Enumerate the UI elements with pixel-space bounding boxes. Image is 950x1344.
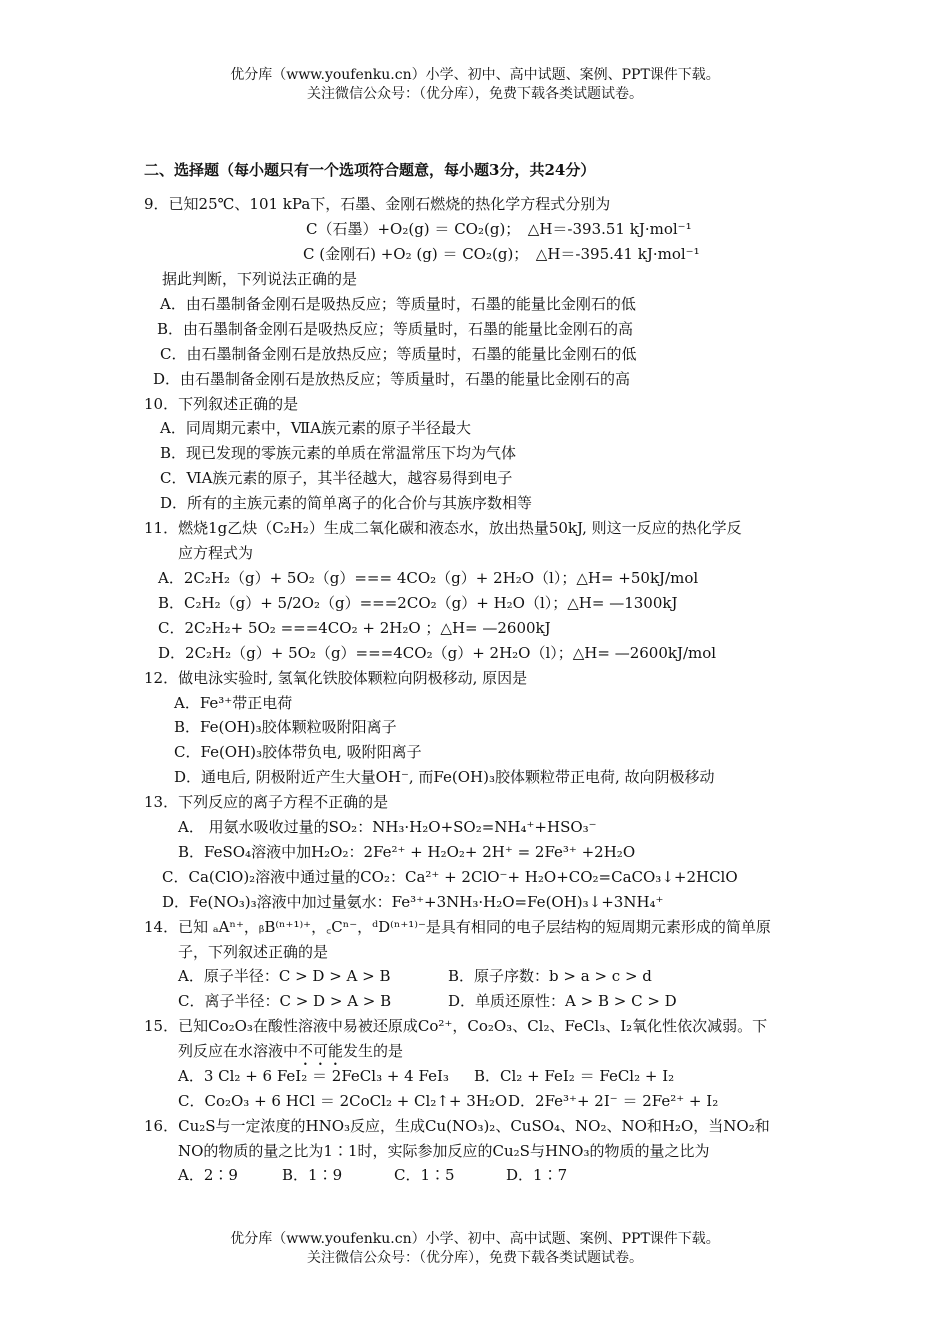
q9-lead: 据此判断，下列说法正确的是: [162, 270, 358, 288]
page-footer: [0, 1230, 950, 1268]
q15-stem-pre: 列反应在水溶液中: [178, 1042, 299, 1060]
section-title: 二、选择题（每小题只有一个选项符合题意，每小题3分，共24分）: [144, 161, 596, 179]
q9-equation-graphite: C（石墨）+O₂(g) ＝ CO₂(g)； △H＝-393.51 kJ·mol⁻¹: [306, 220, 692, 238]
q9-option-d: D．由石墨制备金刚石是放热反应；等质量时，石墨的能量比金刚石的高: [153, 370, 631, 388]
q15-option-c: C．Co₂O₃ + 6 HCl ＝ 2CoCl₂ + Cl₂↑+ 3H₂O: [178, 1092, 508, 1110]
q9-stem: 9．已知25℃、101 kPa下，石墨、金刚石燃烧的热化学方程式分别为: [144, 195, 611, 213]
q14-option-a: A．原子半径：C > D > A > B: [178, 967, 391, 985]
q9-option-c: C．由石墨制备金刚石是放热反应；等质量时，石墨的能量比金刚石的低: [160, 345, 637, 363]
q14-stem-line-2: 子，下列叙述正确的是: [178, 943, 329, 961]
q12-stem: 12．做电泳实验时, 氢氧化铁胶体颗粒向阴极移动, 原因是: [144, 669, 528, 687]
q10-stem: 10．下列叙述正确的是: [144, 395, 299, 413]
q15-option-b: B．Cl₂ + FeI₂ ＝ FeCl₂ + I₂: [474, 1067, 675, 1085]
q15-stem-emphasis: 不可能: [298, 1042, 344, 1060]
q12-option-d: D．通电后, 阴极附近产生大量OH⁻, 而Fe(OH)₃胶体颗粒带正电荷, 故向阴极移动: [174, 768, 715, 786]
q10-option-d: D．所有的主族元素的简单离子的化合价与其族序数相等: [160, 494, 533, 512]
q10-option-c: C．ⅥA族元素的原子，其半径越大，越容易得到电子: [160, 469, 513, 487]
q13-option-d: D．Fe(NO₃)₃溶液中加过量氨水：Fe³⁺+3NH₃·H₂O=Fe(OH)₃↓+3NH₄⁺: [162, 893, 664, 911]
q16-stem-line-2: NO的物质的量之比为1∶1时，实际参加反应的Cu₂S与HNO₃的物质的量之比为: [178, 1142, 710, 1160]
q11-option-a: A．2C₂H₂（g）+ 5O₂（g）=== 4CO₂（g）+ 2H₂O（l）；△H= +50kJ/mol: [158, 569, 699, 587]
q14-option-d: D．单质还原性：A > B > C > D: [448, 992, 677, 1010]
q10-option-a: A．同周期元素中，ⅦA族元素的原子半径最大: [160, 419, 472, 437]
page-header: [0, 66, 950, 104]
q15-stem-line-1: 15．已知Co₂O₃在酸性溶液中易被还原成Co²⁺，Co₂O₃、Cl₂、FeCl₃、I₂氧化性依次减弱。下: [144, 1017, 768, 1035]
q9-equation-diamond: C (金刚石) +O₂ (g) ＝ CO₂(g)； △H＝-395.41 kJ·mol⁻¹: [303, 245, 700, 263]
q15-option-d: D．2Fe³⁺+ 2I⁻ ＝ 2Fe²⁺ + I₂: [508, 1092, 719, 1110]
footer-line-2: 关注微信公众号：（优分库），免费下载各类试题试卷。: [307, 1250, 643, 1266]
q11-stem-line-1: 11．燃烧1g乙炔（C₂H₂）生成二氧化碳和液态水，放出热量50kJ, 则这一反应的热化学反: [144, 519, 742, 537]
q11-stem-line-2: 应方程式为: [178, 544, 254, 562]
q15-stem-post: 发生的是: [343, 1042, 404, 1060]
header-line-1: 优分库（www.youfenku.cn）小学、初中、高中试题、案例、PPT课件下载。: [230, 67, 720, 83]
q12-option-c: C．Fe(OH)₃胶体带负电, 吸附阳离子: [174, 743, 422, 761]
q16-option-a: A．2∶9: [178, 1166, 238, 1184]
q14-option-c: C．离子半径：C > D > A > B: [178, 992, 392, 1010]
q10-option-b: B．现已发现的零族元素的单质在常温常压下均为气体: [160, 444, 517, 462]
q13-option-b: B．FeSO₄溶液中加H₂O₂：2Fe²⁺ + H₂O₂+ 2H⁺ = 2Fe³⁺ +2H₂O: [178, 843, 636, 861]
q13-option-a: A． 用氨水吸收过量的SO₂：NH₃·H₂O+SO₂=NH₄⁺+HSO₃⁻: [178, 818, 597, 836]
q12-option-b: B．Fe(OH)₃胶体颗粒吸附阳离子: [174, 718, 397, 736]
q9-option-b: B．由石墨制备金刚石是吸热反应；等质量时，石墨的能量比金刚石的高: [157, 320, 634, 338]
q13-stem: 13．下列反应的离子方程不正确的是: [144, 793, 389, 811]
q14-option-b: B．原子序数：b > a > c > d: [448, 967, 652, 985]
q16-option-d: D．1∶7: [506, 1166, 568, 1184]
footer-line-1: 优分库（www.youfenku.cn）小学、初中、高中试题、案例、PPT课件下载。: [230, 1231, 720, 1247]
q13-option-c: C．Ca(ClO)₂溶液中通过量的CO₂：Ca²⁺ + 2ClO⁻+ H₂O+CO₂=CaCO₃↓+2HClO: [162, 868, 738, 886]
q16-option-c: C．1∶5: [394, 1166, 455, 1184]
q15-option-a: A．3 Cl₂ + 6 FeI₂ ＝ 2FeCl₃ + 4 FeI₃: [178, 1067, 449, 1085]
header-line-2: 关注微信公众号：（优分库），免费下载各类试题试卷。: [307, 86, 643, 102]
q16-option-b: B．1∶9: [282, 1166, 343, 1184]
q16-stem-line-1: 16．Cu₂S与一定浓度的HNO₃反应，生成Cu(NO₃)₂、CuSO₄、NO₂、NO和H₂O，当NO₂和: [144, 1117, 770, 1135]
q12-option-a: A．Fe³⁺带正电荷: [174, 694, 293, 712]
q14-stem-line-1: 14．已知 ₐAⁿ⁺，ᵦB⁽ⁿ⁺¹⁾⁺，꜀Cⁿ⁻，ᵈD⁽ⁿ⁺¹⁾⁻是具有相同的电子层结构的短周期元素形成的简单原: [144, 918, 771, 936]
q11-option-d: D．2C₂H₂（g）+ 5O₂（g）===4CO₂（g）+ 2H₂O（l）；△H= —2600kJ/mol: [158, 644, 717, 662]
q11-option-b: B．C₂H₂（g）+ 5/2O₂（g）===2CO₂（g）+ H₂O（l）；△H= —1300kJ: [158, 594, 678, 612]
q11-option-c: C．2C₂H₂+ 5O₂ ===4CO₂ + 2H₂O ；△H= —2600kJ: [158, 619, 551, 637]
q9-option-a: A．由石墨制备金刚石是吸热反应；等质量时，石墨的能量比金刚石的低: [160, 295, 636, 313]
